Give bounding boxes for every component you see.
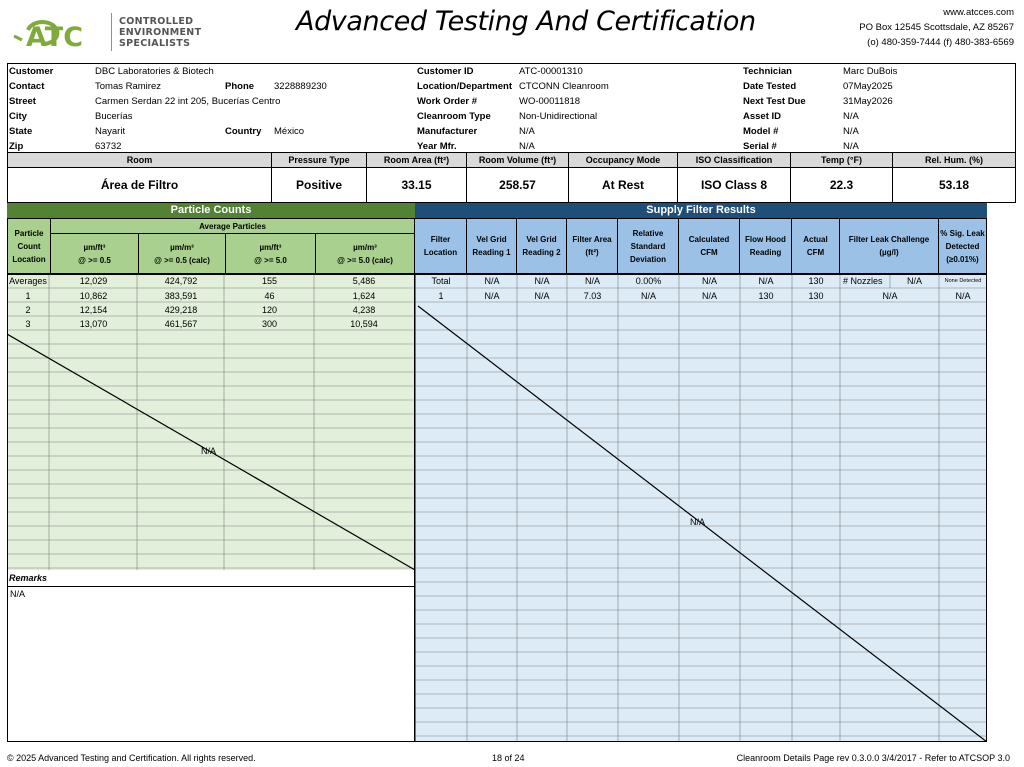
remarks-label: Remarks xyxy=(9,573,48,583)
contact-label: Contact xyxy=(9,81,45,92)
table-row-cell: 429,218 xyxy=(164,305,198,315)
remarks-value: N/A xyxy=(10,589,26,599)
supply-na-mark: N/A xyxy=(690,517,706,527)
company-phones: (o) 480-359-7444 (f) 480-383-6569 xyxy=(867,37,1014,48)
nozzles-value: N/A xyxy=(906,276,922,286)
logo-letters: ATC xyxy=(26,22,84,53)
table-row-location: 2 xyxy=(25,305,31,315)
footer-page-number: 18 of 24 xyxy=(492,753,525,763)
work-order-label: Work Order # xyxy=(417,96,478,107)
iso-classification-value: ISO Class 8 xyxy=(678,168,791,202)
table-row-location: 3 xyxy=(25,319,31,329)
nozzles-label: # Nozzles xyxy=(843,276,883,286)
table-row-cell: 130 xyxy=(758,291,774,301)
table-row-cell: N/A xyxy=(882,291,898,301)
filter-leak-challenge-header: Filter Leak Challenge (µg/l) xyxy=(848,235,930,257)
particle-na-mark: N/A xyxy=(201,446,217,456)
atc-logo-icon xyxy=(12,10,112,54)
particle-counts-header xyxy=(7,218,415,274)
calculated-cfm-header: Calculated CFM xyxy=(688,235,730,257)
table-row-cell: 46 xyxy=(264,291,275,301)
room-table-header xyxy=(7,152,1016,168)
phone-value: 3228889230 xyxy=(274,81,327,92)
occupancy-mode-value: At Rest xyxy=(569,168,678,202)
technician-label: Technician xyxy=(743,66,792,77)
year-value: N/A xyxy=(519,141,535,152)
table-row-cell: N/A xyxy=(484,291,500,301)
zip-value: 63732 xyxy=(95,141,122,152)
company-contact xyxy=(859,5,1014,50)
city-value: Bucerías xyxy=(95,111,133,122)
filter-area-header: Filter Area (ft²) xyxy=(572,235,612,257)
total-rsd: 0.00% xyxy=(635,276,662,286)
customer-label: Customer xyxy=(9,66,54,77)
table-row-location: 1 xyxy=(25,291,31,301)
remarks-box[interactable] xyxy=(7,586,415,742)
temp-value: 22.3 xyxy=(791,168,893,202)
table-row-location: 1 xyxy=(438,291,444,301)
customer-info-block xyxy=(7,63,1016,152)
m3-50-header: µm/m³ @ >= 5.0 (calc) xyxy=(337,242,393,265)
total-flow-hood: N/A xyxy=(758,276,774,286)
table-row-cell: 7.03 xyxy=(583,291,602,301)
total-actual-cfm: 130 xyxy=(808,276,824,286)
pressure-type-value: Positive xyxy=(272,168,367,202)
street-label: Street xyxy=(9,96,36,107)
table-row-cell: 13,070 xyxy=(79,319,108,329)
work-order-value: WO-00011818 xyxy=(519,96,581,107)
date-tested-value: 07May2025 xyxy=(843,81,893,92)
ft3-05-header: µm/ft³ @ >= 0.5 xyxy=(78,242,111,265)
ft3-50-header: µm/ft³ @ >= 5.0 xyxy=(254,242,287,265)
footer-revision: Cleanroom Details Page rev 0.3.0.0 3/4/2017 - Refer to ATCSOP 3.0 xyxy=(736,753,1010,763)
table-row-cell: 130 xyxy=(808,291,824,301)
total-filter-area: N/A xyxy=(584,276,600,286)
averages-label: Averages xyxy=(9,276,47,286)
technician-value: Marc DuBois xyxy=(843,66,898,77)
m3-05-header: µm/m³ @ >= 0.5 (calc) xyxy=(154,242,210,265)
actual-cfm-header: Actual CFM xyxy=(803,235,828,257)
room-header: Room xyxy=(8,153,272,167)
contact-value: Tomas Ramirez xyxy=(95,81,161,92)
table-row-cell: N/A xyxy=(701,291,717,301)
page-title: Advanced Testing And Certification xyxy=(296,6,756,37)
relative-std-dev-header: Relative Standard Deviation xyxy=(629,228,666,264)
table-row-cell: 1,624 xyxy=(352,291,376,301)
occupancy-mode-header: Occupancy Mode xyxy=(569,153,678,167)
vel-grid-2-header: Vel Grid Reading 2 xyxy=(522,235,561,257)
website-link[interactable]: www.atcces.com xyxy=(943,7,1014,18)
total-vel-grid-1: N/A xyxy=(484,276,500,286)
supply-filter-header xyxy=(415,218,987,274)
room-value: Área de Filtro xyxy=(8,168,272,202)
table-row-cell: 461,567 xyxy=(164,319,198,329)
company-address: PO Box 12545 Scottsdale, AZ 85267 xyxy=(859,22,1014,33)
customer-id-label: Customer ID xyxy=(417,66,474,77)
street-value: Carmen Serdan 22 int 205, Bucerías Centro xyxy=(95,96,281,107)
location-value: CTCONN Cleanroom xyxy=(519,81,609,92)
table-row-cell: N/A xyxy=(640,291,656,301)
total-vel-grid-2: N/A xyxy=(534,276,550,286)
company-logo xyxy=(12,10,202,54)
asset-id-value: N/A xyxy=(843,111,859,122)
cleanroom-type-value: Non-Unidirectional xyxy=(519,111,598,122)
state-label: State xyxy=(9,126,33,137)
table-row-cell: 4,238 xyxy=(352,305,376,315)
logo-divider xyxy=(111,13,112,51)
room-area-header: Room Area (ft²) xyxy=(367,153,467,167)
flow-hood-header: Flow Hood Reading xyxy=(745,235,786,257)
total-label: Total xyxy=(431,276,451,286)
next-test-value: 31May2026 xyxy=(843,96,893,107)
avg-m3-50: 5,486 xyxy=(352,276,376,286)
zip-label: Zip xyxy=(9,141,24,152)
next-test-label: Next Test Due xyxy=(743,96,806,107)
room-table-values xyxy=(7,168,1016,203)
vel-grid-1-header: Vel Grid Reading 1 xyxy=(472,235,511,257)
sig-leak-header: % Sig. Leak Detected (≥0.01%) xyxy=(940,228,985,264)
pressure-type-header: Pressure Type xyxy=(272,153,367,167)
average-particles-header: Average Particles xyxy=(199,221,266,231)
asset-id-label: Asset ID xyxy=(743,111,782,122)
table-row-cell: N/A xyxy=(534,291,550,301)
rel-hum-header: Rel. Hum. (%) xyxy=(924,155,983,165)
phone-label: Phone xyxy=(225,81,255,92)
room-volume-header: Room Volume (ft³) xyxy=(467,153,569,167)
avg-ft3-05: 12,029 xyxy=(79,276,108,286)
footer-copyright: © 2025 Advanced Testing and Certification. All rights reserved. xyxy=(7,753,256,763)
manufacturer-value: N/A xyxy=(519,126,535,137)
date-tested-label: Date Tested xyxy=(743,81,797,92)
filter-location-header: Filter Location xyxy=(423,235,458,257)
model-value: N/A xyxy=(843,126,859,137)
serial-label: Serial # xyxy=(743,141,777,152)
table-row-cell: 120 xyxy=(261,305,278,315)
state-value: Nayarit xyxy=(95,126,126,137)
particle-location-header: Particle Count Location xyxy=(12,228,46,264)
location-label: Location/Department xyxy=(417,81,513,92)
particle-counts-title: Particle Counts xyxy=(7,203,415,218)
rel-hum-value: 53.18 xyxy=(938,178,970,192)
model-label: Model # xyxy=(743,126,779,137)
serial-value: N/A xyxy=(843,141,859,152)
city-label: City xyxy=(9,111,27,122)
customer-value: DBC Laboratories & Biotech xyxy=(95,66,214,77)
country-value: México xyxy=(274,126,305,137)
room-volume-value: 258.57 xyxy=(467,168,569,202)
supply-filter-title: Supply Filter Results xyxy=(415,203,987,218)
manufacturer-label: Manufacturer xyxy=(417,126,478,137)
customer-id-value: ATC-00001310 xyxy=(519,66,583,77)
room-area-value: 33.15 xyxy=(367,168,467,202)
iso-classification-header: ISO Classification xyxy=(678,153,791,167)
total-calculated-cfm: N/A xyxy=(701,276,717,286)
cleanroom-type-label: Cleanroom Type xyxy=(417,111,491,122)
table-row-cell: 12,154 xyxy=(79,305,108,315)
logo-tagline: CONTROLLED ENVIRONMENT SPECIALISTS xyxy=(119,16,202,49)
table-row-cell: 10,862 xyxy=(79,291,108,301)
table-row-cell: 300 xyxy=(261,319,278,329)
country-label: Country xyxy=(225,126,262,137)
avg-ft3-50: 155 xyxy=(261,276,278,286)
avg-m3-05: 424,792 xyxy=(164,276,198,286)
table-row-cell: N/A xyxy=(955,291,971,301)
temp-header: Temp (°F) xyxy=(791,153,893,167)
year-label: Year Mfr. xyxy=(417,141,457,152)
sig-leak-total: None Detected xyxy=(944,278,982,284)
table-row-cell: 383,591 xyxy=(164,291,198,301)
table-row-cell: 10,594 xyxy=(350,319,378,329)
